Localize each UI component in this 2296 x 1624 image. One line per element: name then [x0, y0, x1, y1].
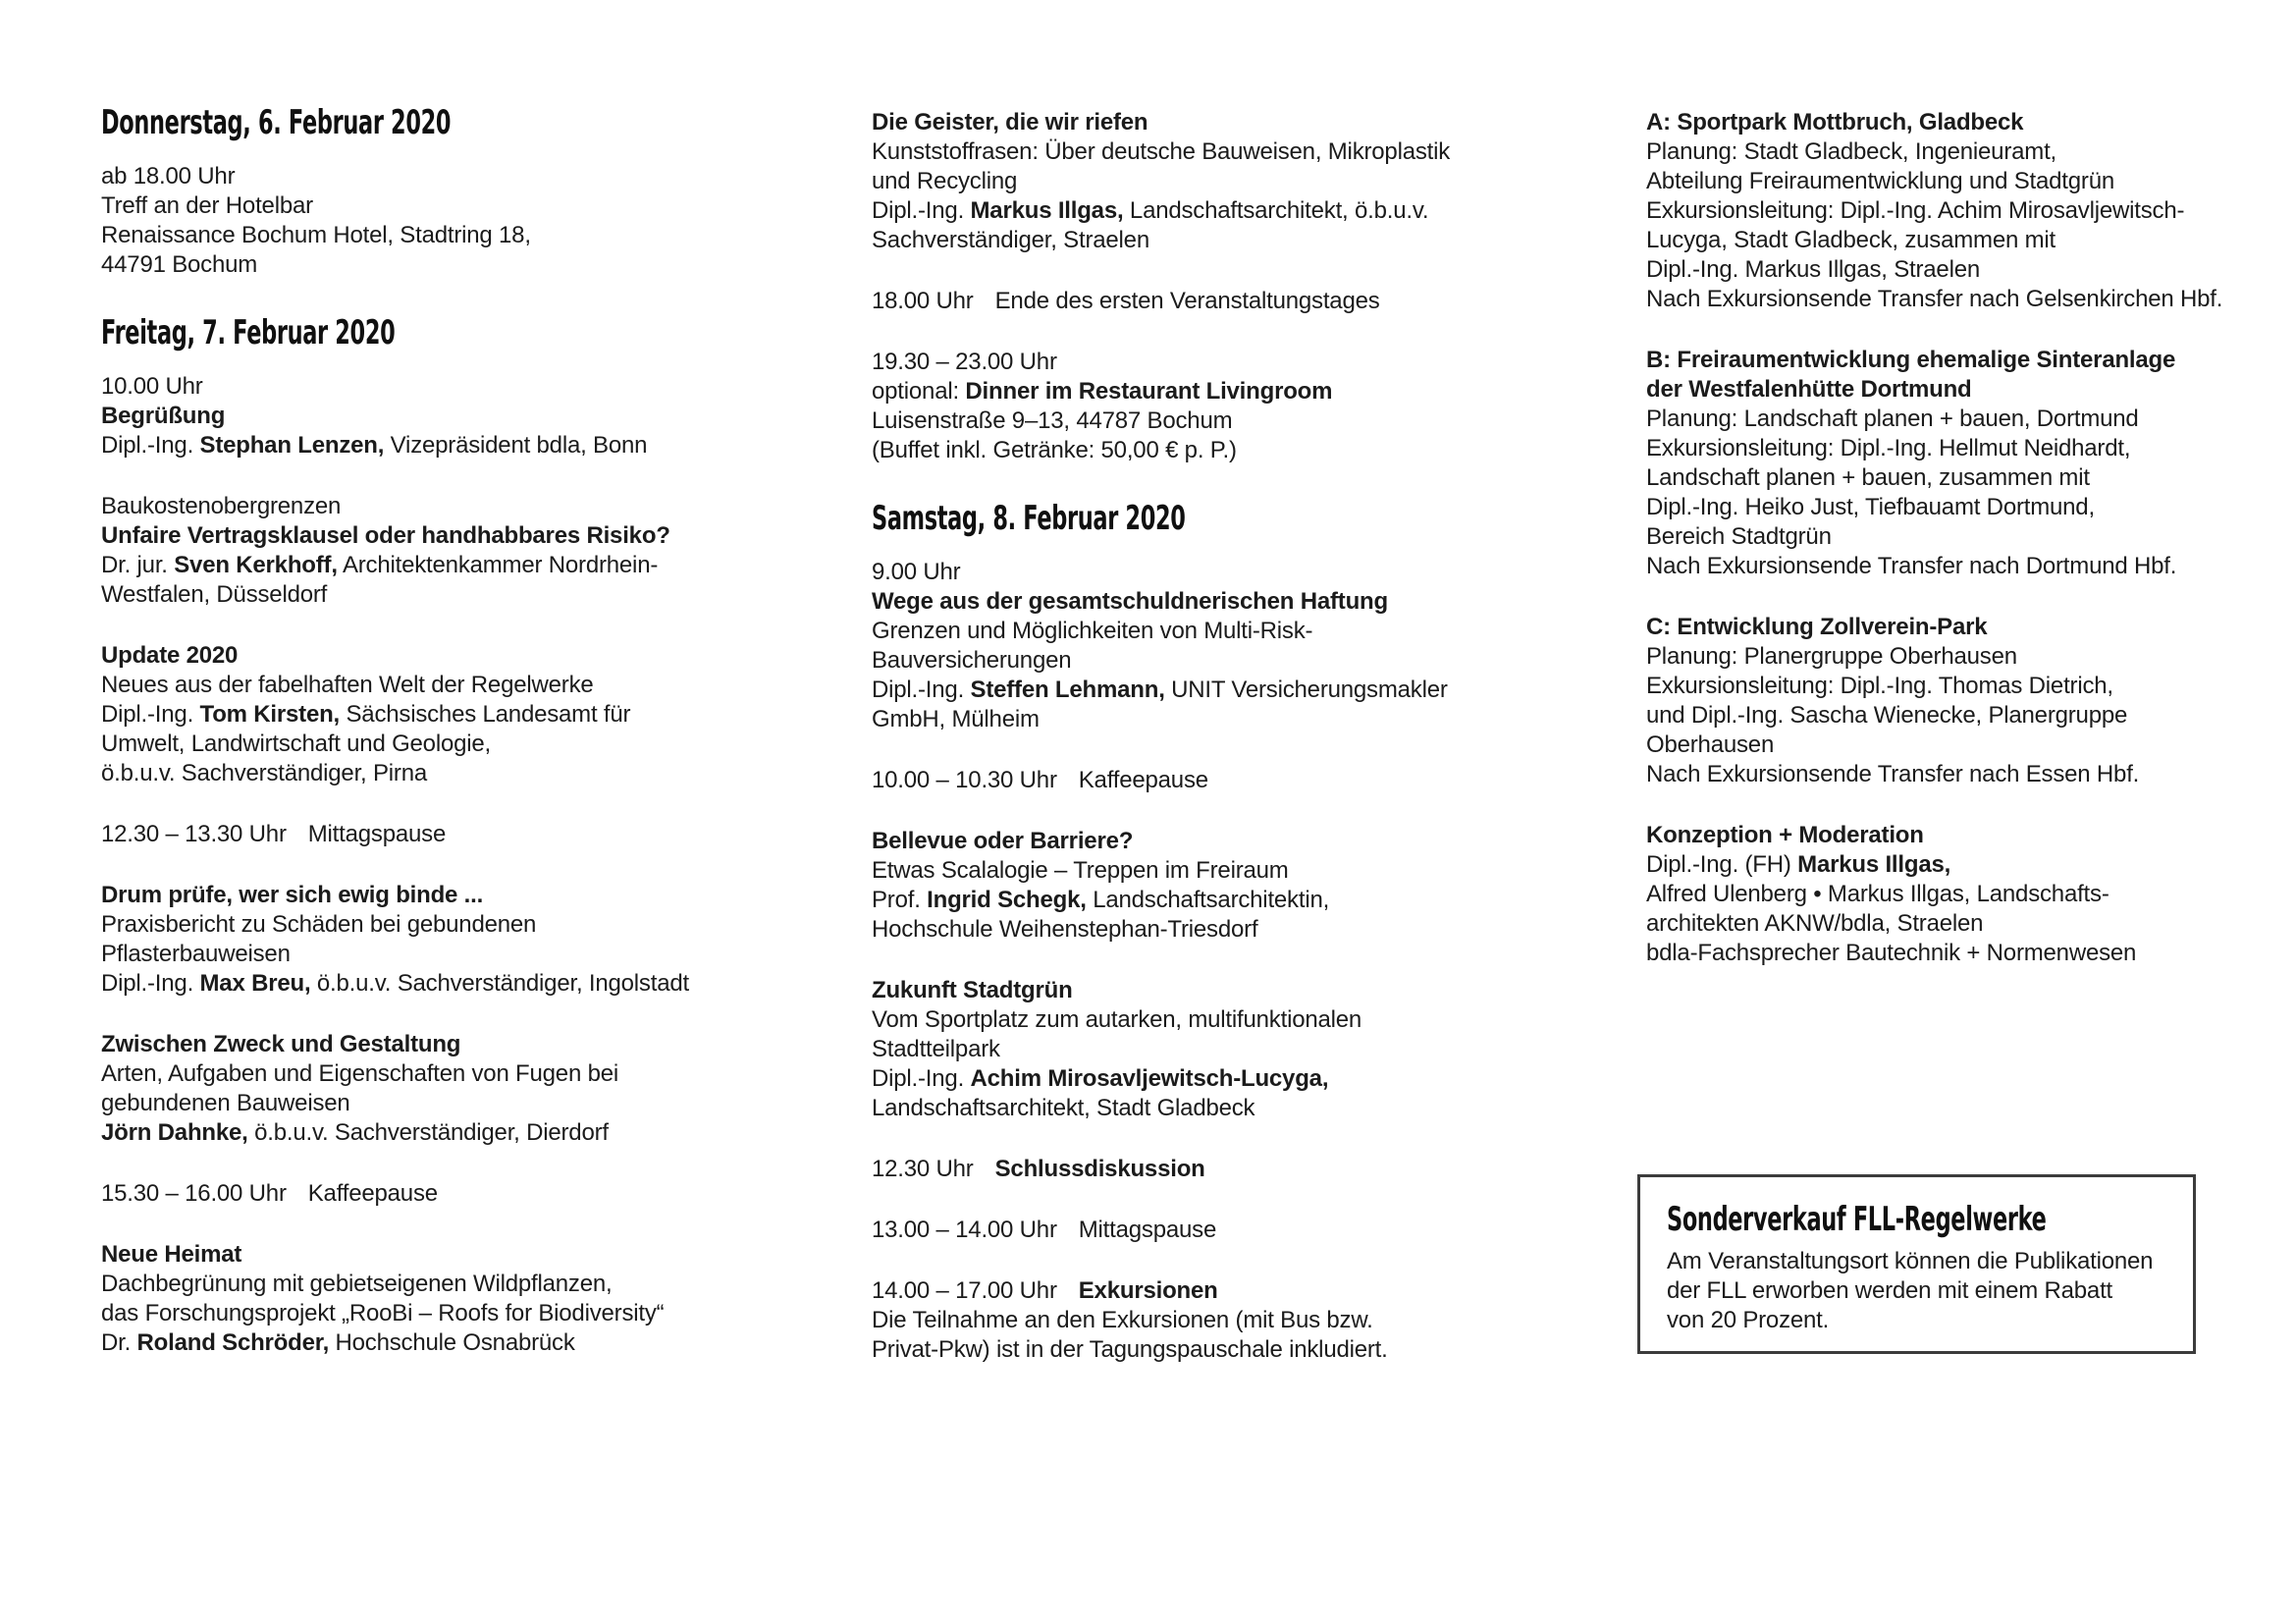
- program-paragraph: [101, 372, 749, 460]
- text-segment: Lucyga, Stadt Gladbeck, zusammen mit: [1646, 227, 2056, 253]
- program-column-right: [1646, 108, 2294, 1354]
- text-line: [1667, 1306, 2183, 1335]
- text-segment: Planung: Planergruppe Oberhausen: [1646, 643, 2017, 670]
- text-line: [872, 1306, 1520, 1335]
- text-segment-bold: B: Freiraumentwicklung ehemalige Sinteranlage: [1646, 347, 2176, 373]
- text-segment: Dipl.-Ing.: [101, 970, 200, 997]
- text-segment: von 20 Prozent.: [1667, 1307, 1830, 1333]
- text-line: [1646, 493, 2294, 522]
- text-line: [872, 1064, 1520, 1094]
- text-segment-bold: Bellevue oder Barriere?: [872, 828, 1134, 854]
- text-segment: Treff an der Hotelbar: [101, 192, 313, 219]
- text-line: [1646, 405, 2294, 434]
- text-segment: Vom Sportplatz zum autarken, multifunktionalen: [872, 1006, 1362, 1033]
- text-segment-bold: Stephan Lenzen,: [199, 432, 385, 459]
- text-segment: Mittagspause: [307, 821, 447, 847]
- text-line: [872, 137, 1520, 167]
- text-segment-bold: Begrüßung: [101, 403, 226, 429]
- program-paragraph: [101, 162, 749, 280]
- text-line: [101, 1089, 749, 1118]
- text-line: [872, 1335, 1520, 1365]
- text-line: [872, 348, 1520, 377]
- text-line: [872, 617, 1520, 646]
- day-heading-text: Samstag, 8. Februar 2020: [872, 499, 1186, 538]
- text-line: [101, 580, 749, 610]
- text-line: [1646, 167, 2294, 196]
- text-line: [872, 676, 1520, 705]
- text-segment: Planung: Landschaft planen + bauen, Dortmund: [1646, 406, 2139, 432]
- text-segment: Landschaftsarchitektin,: [1086, 887, 1330, 913]
- program-paragraph: [872, 827, 1520, 945]
- text-segment: Neues aus der fabelhaften Welt der Regelwerke: [101, 672, 594, 698]
- program-column-middle: [872, 108, 1520, 1396]
- text-segment: 14.00 – 17.00 Uhr: [872, 1277, 1057, 1304]
- text-segment: Architektenkammer Nordrhein-: [337, 552, 659, 578]
- text-segment: 10.00 – 10.30 Uhr: [872, 767, 1057, 793]
- text-line: [101, 1270, 749, 1299]
- text-segment: Hochschule Osnabrück: [329, 1329, 575, 1356]
- program-paragraph: [872, 766, 1520, 795]
- text-line: [101, 551, 749, 580]
- text-segment: Baukostenobergrenzen: [101, 493, 342, 519]
- text-line: [1646, 463, 2294, 493]
- text-line: [101, 1059, 749, 1089]
- text-segment: Ende des ersten Veranstaltungstages: [994, 288, 1380, 314]
- text-segment: und Recycling: [872, 168, 1018, 194]
- program-paragraph: [872, 1155, 1520, 1184]
- program-paragraph: [101, 641, 749, 788]
- text-line: [872, 1155, 1520, 1184]
- text-segment: Landschaftsarchitekt, Stadt Gladbeck: [872, 1095, 1255, 1121]
- text-line: [872, 1216, 1520, 1245]
- text-segment: Grenzen und Möglichkeiten von Multi-Risk-: [872, 618, 1313, 644]
- text-segment-bold: Ingrid Schegk,: [927, 887, 1087, 913]
- text-line: [101, 910, 749, 940]
- text-segment-bold: Max Breu,: [199, 970, 311, 997]
- text-segment: (Buffet inkl. Getränke: 50,00 € p. P.): [872, 437, 1237, 463]
- text-line: [101, 940, 749, 969]
- text-line: [1646, 880, 2294, 909]
- text-segment: Dachbegrünung mit gebietseigenen Wildpflanzen,: [101, 1271, 613, 1297]
- program-paragraph: [1646, 108, 2294, 314]
- text-line: [101, 700, 749, 730]
- text-line: [1646, 137, 2294, 167]
- text-line: [1646, 939, 2294, 968]
- text-segment: Sachverständiger, Straelen: [872, 227, 1149, 253]
- text-segment-bold: Drum prüfe, wer sich ewig binde ...: [101, 882, 484, 908]
- text-segment: Exkursionsleitung: Dipl.-Ing. Achim Mirosavljewitsch-: [1646, 197, 2185, 224]
- text-line: [872, 587, 1520, 617]
- text-segment: Bauversicherungen: [872, 647, 1072, 674]
- text-segment: das Forschungsprojekt „RooBi – Roofs for Biodiversity“: [101, 1300, 665, 1326]
- text-line: [872, 196, 1520, 226]
- program-paragraph: [101, 492, 749, 610]
- text-segment: Hochschule Weihenstephan-Triesdorf: [872, 916, 1258, 943]
- text-segment: bdla-Fachsprecher Bautechnik + Normenwesen: [1646, 940, 2137, 966]
- day-heading: [872, 497, 1520, 540]
- text-segment: Landschaft planen + bauen, zusammen mit: [1646, 464, 2090, 491]
- text-segment: Dipl.-Ing. (FH): [1646, 851, 1798, 878]
- text-segment: Exkursionsleitung: Dipl.-Ing. Thomas Dietrich,: [1646, 673, 2113, 699]
- text-segment-bold: Neue Heimat: [101, 1241, 242, 1268]
- text-line: [101, 1328, 749, 1358]
- text-line: [872, 167, 1520, 196]
- text-segment: 19.30 – 23.00 Uhr: [872, 349, 1057, 375]
- text-line: [872, 406, 1520, 436]
- text-segment: optional:: [872, 378, 966, 405]
- text-segment: Dipl.-Ing.: [872, 197, 971, 224]
- text-segment-bold: Jörn Dahnke,: [101, 1119, 248, 1146]
- text-segment-bold: Exkursionen: [1078, 1277, 1218, 1304]
- program-paragraph: [1646, 821, 2294, 968]
- text-segment: Nach Exkursionsende Transfer nach Gelsenkirchen Hbf.: [1646, 286, 2223, 312]
- text-segment: Kaffeepause: [307, 1180, 438, 1207]
- text-segment-bold: Roland Schröder,: [136, 1329, 330, 1356]
- text-line: [1646, 821, 2294, 850]
- text-line: [872, 915, 1520, 945]
- text-segment: Abteilung Freiraumentwicklung und Stadtgrün: [1646, 168, 2115, 194]
- text-line: [872, 705, 1520, 734]
- text-segment: und Dipl.-Ing. Sascha Wienecke, Planergruppe: [1646, 702, 2128, 729]
- text-line: [872, 1276, 1520, 1306]
- text-line: [101, 162, 749, 191]
- text-segment: Privat-Pkw) ist in der Tagungspauschale inkludiert.: [872, 1336, 1388, 1363]
- text-line: [872, 886, 1520, 915]
- text-line: [872, 976, 1520, 1005]
- text-line: [872, 1035, 1520, 1064]
- text-segment-bold: Sven Kerkhoff,: [174, 552, 338, 578]
- text-segment-bold: Die Geister, die wir riefen: [872, 109, 1148, 135]
- text-segment: architekten AKNW/bdla, Straelen: [1646, 910, 1984, 937]
- text-segment-bold: Schlussdiskussion: [994, 1156, 1205, 1182]
- text-line: [101, 1030, 749, 1059]
- text-segment: 15.30 – 16.00 Uhr: [101, 1180, 287, 1207]
- text-line: [1646, 255, 2294, 285]
- text-line: [1646, 613, 2294, 642]
- text-segment: ö.b.u.v. Sachverständiger, Dierdorf: [247, 1119, 609, 1146]
- text-line: [1646, 909, 2294, 939]
- text-segment-bold: Tom Kirsten,: [199, 701, 341, 728]
- text-line: [1646, 760, 2294, 789]
- text-segment: Luisenstraße 9–13, 44787 Bochum: [872, 407, 1233, 434]
- text-line: [872, 377, 1520, 406]
- text-line: [101, 402, 749, 431]
- box-heading: [1667, 1198, 2183, 1241]
- text-segment: Kunststoffrasen: Über deutsche Bauweisen, Mikroplastik: [872, 138, 1451, 165]
- text-segment: Dipl.-Ing.: [872, 1065, 971, 1092]
- text-segment: Landschaftsarchitekt, ö.b.u.v.: [1123, 197, 1429, 224]
- text-segment-bold: Markus Illgas,: [970, 197, 1124, 224]
- text-segment-bold: A: Sportpark Mottbruch, Gladbeck: [1646, 109, 2024, 135]
- text-segment: 18.00 Uhr: [872, 288, 974, 314]
- text-segment-bold: Steffen Lehmann,: [970, 677, 1165, 703]
- text-segment: 12.30 – 13.30 Uhr: [101, 821, 287, 847]
- text-line: [101, 759, 749, 788]
- text-segment: Kaffeepause: [1078, 767, 1208, 793]
- text-segment: Vizepräsident bdla, Bonn: [384, 432, 648, 459]
- program-paragraph: [872, 1276, 1520, 1365]
- program-paragraph: [101, 881, 749, 999]
- text-segment: Dr.: [101, 1329, 137, 1356]
- text-segment: Dipl.-Ing. Markus Illgas, Straelen: [1646, 256, 1981, 283]
- program-paragraph: [101, 1030, 749, 1148]
- text-segment-bold: Markus Illgas,: [1797, 851, 1951, 878]
- text-segment: Dipl.-Ing. Heiko Just, Tiefbauamt Dortmund,: [1646, 494, 2095, 520]
- text-segment: Dipl.-Ing.: [872, 677, 971, 703]
- text-segment-bold: Wege aus der gesamtschuldnerischen Haftung: [872, 588, 1388, 615]
- text-line: [101, 881, 749, 910]
- program-paragraph: [101, 1179, 749, 1209]
- text-line: [1646, 108, 2294, 137]
- text-segment-bold: Achim Mirosavljewitsch-Lucyga,: [970, 1065, 1329, 1092]
- text-segment: Oberhausen: [1646, 731, 1775, 758]
- text-segment: ab 18.00 Uhr: [101, 163, 236, 189]
- text-line: [872, 646, 1520, 676]
- program-paragraph: [101, 820, 749, 849]
- program-paragraph: [1646, 346, 2294, 581]
- program-paragraph: [872, 108, 1520, 255]
- text-segment: GmbH, Mülheim: [872, 706, 1040, 732]
- text-line: [872, 766, 1520, 795]
- program-paragraph: [872, 976, 1520, 1123]
- text-segment: Westfalen, Düsseldorf: [101, 581, 328, 608]
- text-segment: Alfred Ulenberg • Markus Illgas, Landschafts-: [1646, 881, 2109, 907]
- text-segment: Arten, Aufgaben und Eigenschaften von Fugen bei: [101, 1060, 619, 1087]
- program-paragraph: [872, 287, 1520, 316]
- text-segment: Planung: Stadt Gladbeck, Ingenieuramt,: [1646, 138, 2057, 165]
- text-segment: 12.30 Uhr: [872, 1156, 974, 1182]
- text-line: [1646, 346, 2294, 375]
- text-line: [872, 558, 1520, 587]
- text-line: [101, 1299, 749, 1328]
- text-line: [101, 521, 749, 551]
- text-line: [1646, 522, 2294, 552]
- text-segment: Nach Exkursionsende Transfer nach Essen Hbf.: [1646, 761, 2140, 787]
- text-segment-bold: der Westfalenhütte Dortmund: [1646, 376, 1972, 403]
- text-segment-bold: C: Entwicklung Zollverein-Park: [1646, 614, 1988, 640]
- text-line: [872, 1005, 1520, 1035]
- text-line: [1646, 434, 2294, 463]
- text-segment: 10.00 Uhr: [101, 373, 203, 400]
- text-segment-bold: Unfaire Vertragsklausel oder handhabbares Risiko?: [101, 522, 670, 549]
- text-line: [872, 827, 1520, 856]
- text-line: [101, 1179, 749, 1209]
- text-line: [101, 730, 749, 759]
- text-segment: Renaissance Bochum Hotel, Stadtring 18,: [101, 222, 531, 248]
- text-line: [1646, 642, 2294, 672]
- text-segment: Stadtteilpark: [872, 1036, 1000, 1062]
- program-paragraph: [872, 1216, 1520, 1245]
- text-segment: Sächsisches Landesamt für: [340, 701, 631, 728]
- text-line: [101, 1118, 749, 1148]
- text-line: [101, 431, 749, 460]
- text-segment: Dr. jur.: [101, 552, 175, 578]
- text-line: [1646, 850, 2294, 880]
- text-line: [101, 671, 749, 700]
- text-line: [101, 1240, 749, 1270]
- text-segment-bold: Konzeption + Moderation: [1646, 822, 1924, 848]
- text-line: [1646, 285, 2294, 314]
- day-heading-text: Freitag, 7. Februar 2020: [101, 313, 396, 352]
- text-segment: Dipl.-Ing.: [101, 701, 200, 728]
- text-line: [101, 221, 749, 250]
- text-line: [101, 191, 749, 221]
- text-line: [872, 108, 1520, 137]
- text-line: [101, 492, 749, 521]
- program-paragraph: [872, 558, 1520, 734]
- program-paragraph: [1646, 613, 2294, 789]
- text-segment: Prof.: [872, 887, 928, 913]
- text-segment-bold: Zwischen Zweck und Gestaltung: [101, 1031, 461, 1057]
- day-heading: [101, 311, 749, 354]
- text-segment: 44791 Bochum: [101, 251, 258, 278]
- text-segment-bold: Update 2020: [101, 642, 239, 669]
- box-heading-text: Sonderverkauf FLL-Regelwerke: [1667, 1200, 2047, 1239]
- text-segment: Am Veranstaltungsort können die Publikationen: [1667, 1248, 2154, 1274]
- text-segment: der FLL erworben werden mit einem Rabatt: [1667, 1277, 2113, 1304]
- text-line: [1646, 226, 2294, 255]
- text-segment: UNIT Versicherungsmakler: [1164, 677, 1448, 703]
- text-line: [1646, 701, 2294, 731]
- fll-special-sale-box: [1637, 1174, 2196, 1354]
- program-paragraph: [101, 1240, 749, 1358]
- text-segment: Bereich Stadtgrün: [1646, 523, 1832, 550]
- text-line: [1646, 196, 2294, 226]
- text-segment: Etwas Scalalogie – Treppen im Freiraum: [872, 857, 1289, 884]
- text-segment: 9.00 Uhr: [872, 559, 961, 585]
- text-line: [872, 226, 1520, 255]
- text-line: [1667, 1247, 2183, 1276]
- text-line: [101, 250, 749, 280]
- text-line: [1646, 731, 2294, 760]
- text-segment: Nach Exkursionsende Transfer nach Dortmund Hbf.: [1646, 553, 2177, 579]
- text-line: [872, 287, 1520, 316]
- text-line: [101, 641, 749, 671]
- text-segment: Mittagspause: [1078, 1217, 1217, 1243]
- text-segment: gebundenen Bauweisen: [101, 1090, 350, 1116]
- text-line: [872, 1094, 1520, 1123]
- text-segment: ö.b.u.v. Sachverständiger, Pirna: [101, 760, 428, 786]
- text-segment: Dipl.-Ing.: [101, 432, 200, 459]
- text-segment: ö.b.u.v. Sachverständiger, Ingolstadt: [310, 970, 689, 997]
- text-segment: Umwelt, Landwirtschaft und Geologie,: [101, 731, 492, 757]
- text-line: [101, 969, 749, 999]
- text-segment: 13.00 – 14.00 Uhr: [872, 1217, 1057, 1243]
- text-segment: Pflasterbauweisen: [101, 941, 291, 967]
- text-segment: Die Teilnahme an den Exkursionen (mit Bus bzw.: [872, 1307, 1373, 1333]
- program-column-left: [101, 72, 749, 1389]
- program-paragraph: [872, 348, 1520, 465]
- day-heading: [101, 101, 749, 144]
- day-heading-text: Donnerstag, 6. Februar 2020: [101, 103, 452, 142]
- text-segment: Exkursionsleitung: Dipl.-Ing. Hellmut Neidhardt,: [1646, 435, 2131, 461]
- text-line: [1646, 375, 2294, 405]
- text-line: [872, 436, 1520, 465]
- text-segment-bold: Dinner im Restaurant Livingroom: [965, 378, 1333, 405]
- text-line: [101, 372, 749, 402]
- text-segment: Praxisbericht zu Schäden bei gebundenen: [101, 911, 537, 938]
- text-line: [1667, 1276, 2183, 1306]
- text-segment-bold: Zukunft Stadtgrün: [872, 977, 1073, 1003]
- text-line: [1646, 552, 2294, 581]
- text-line: [1646, 672, 2294, 701]
- text-line: [101, 820, 749, 849]
- text-line: [872, 856, 1520, 886]
